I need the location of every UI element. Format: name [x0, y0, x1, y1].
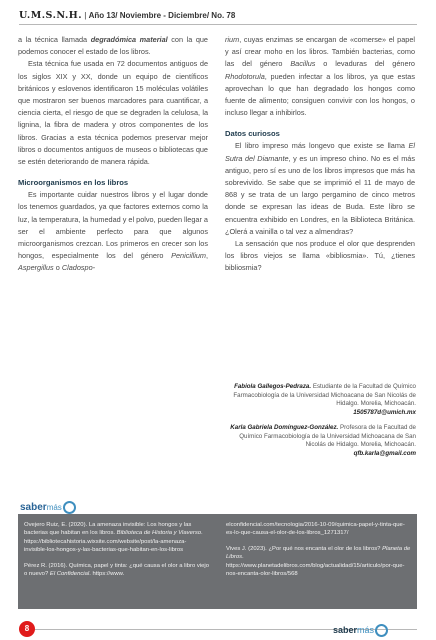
- logo-mark-icon: [375, 624, 388, 637]
- reference: Vives J. (2023). ¿Por qué nos encanta el olor de los libros? Planeta de Libros. https://www.planetadelibros.com/blog/actualidad/15/articulo/por-que-nos-encanta-olor-libros/568: [226, 545, 411, 578]
- reference: Pérez R. (2016). Química, papel y tinta: ¿qué causa el olor a libro viejo o nuevo? El Confidencial. https://www.: [24, 562, 209, 578]
- references-right: [226, 521, 411, 585]
- header-divider: [19, 24, 417, 25]
- left-column: [18, 34, 208, 275]
- author-email: 1505787d@umich.mx: [353, 408, 416, 416]
- running-header: [19, 10, 235, 21]
- section-heading: Datos curiosos: [225, 129, 280, 139]
- reference-continued: elconfidencial.com/tecnologia/2016-10-09/quimica-papel-y-tinta-que-es-lo-que-causa-el-olor-de-los-libros_1271317/: [226, 522, 405, 537]
- references-left: [24, 521, 209, 585]
- author-credit: Fabiola Gallegos-Pedraza. Estudiante de la Facultad de Químico Farmacobiología de la Universidad Michoacana de San Nicolás de Hidalgo. Morelia, Michoacán. 1505787d@umich.mx: [233, 383, 416, 416]
- footer-logo: sabermás: [333, 624, 388, 637]
- logo-mark-icon: [63, 501, 76, 514]
- author-credit: Karla Gabriela Domínguez-González. Profesora de la Facultad de Químico Farmacobiología de la Universidad Michoacana de San Nicolás de Hidalgo. Morelia, Michoacán. qfb.karla@gmail.com: [230, 424, 416, 457]
- paragraph: Esta técnica fue usada en 72 documentos antiguos de los siglos XIX y XX, donde un equipo de científicos británicos y eslovenos identificaron 15 moléculas volátiles que mostraron ser buenos marcadores para cuantificar, a ciencia cierta, el riesgo de que se degraden la celulosa, la lignina, la fibra de madera y otros componentes de los libros. Gracias a esta técnica podemos preservar mejor libros o documentos antiguos de museos o bibliotecas que se estén deteriorando de manera rápida.: [18, 59, 208, 167]
- issue-info: Año 13/ Noviembre - Diciembre/ No. 78: [88, 11, 236, 20]
- reference: Ovejero Ruiz, E. (2020). La amenaza invisible: Los hongos y las bacterias que habitan en los libros. Biblioteca de Historia y Viaverso. https://bibliotecahistoria.wixsite.com/website/post/la-amenaza-invisible-los-hongos-y-las-bacterias-que-habitan-en-los-libros: [24, 522, 203, 554]
- header-separator: |: [84, 11, 89, 20]
- paragraph: Es importante cuidar nuestros libros y el lugar donde los tenemos guardados, ya que factores externos como la luz, la temperatura, la humedad y el polvo, pueden llegar a ser el ambiente perfecto para que algunos microorganismos crezcan. Los primeros en crecer son los hongos, especialmente los del género Penicillium, Aspergillus o Cladospo-: [18, 190, 208, 273]
- paragraph: a la técnica llamada degradómica material con la que podemos conocer el estado de los libros.: [18, 35, 208, 57]
- author-email: qfb.karla@gmail.com: [353, 449, 416, 457]
- paragraph: El libro impreso más longevo que existe se llama El Sutra del Diamante, y es un impreso chino. No es el más antiguo, pero sí es uno de los libros impresos que más ha sobrevivido. Se sabe que se imprimió el 11 de mayo de 868 y se trata de un largo pergamino de cinco metros donde se expresan las ideas de Buda. Este libro se encuentra exhibido en Londres, en la Biblioteca Británica. ¿Olerá a vainilla o tal vez a almendras?: [225, 141, 415, 236]
- page-number: 8: [19, 621, 35, 637]
- paragraph: rium, cuyas enzimas se encargan de «comerse» el papel y así crear moho en los libros. También bacterias, como las del género Bacillus o levaduras del género Rhodotorula, pueden infectar a los libros, ya que estas aprovechan lo que han degradado los hongos como fuente de alimento; consiguen convivir con los hongos, o incluso llegar a inhibirlos.: [225, 35, 415, 118]
- sabermas-logo: sabermás: [20, 501, 76, 514]
- right-column: [225, 34, 415, 275]
- section-heading: Microorganismos en los libros: [18, 178, 129, 188]
- publisher-name: U.M.S.N.H.: [19, 10, 83, 21]
- paragraph: La sensación que nos produce el olor que desprenden los libros viejos se llama «bibliosmia». Tú, ¿tienes bibliosmia?: [225, 239, 415, 273]
- references-box: [18, 514, 417, 609]
